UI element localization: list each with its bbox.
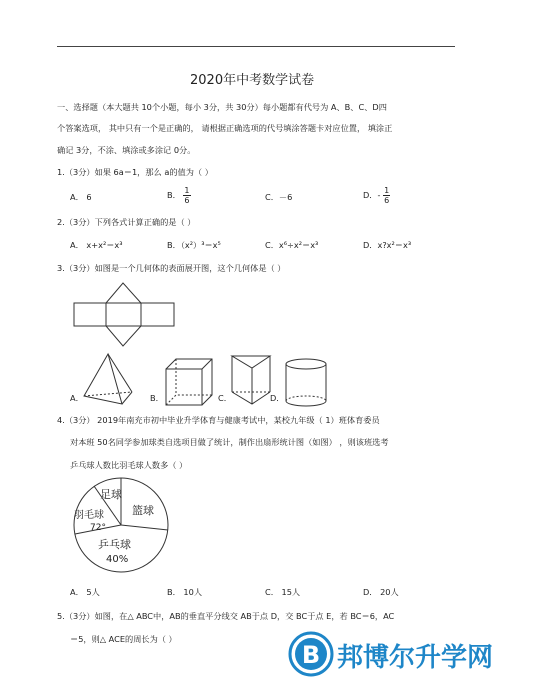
q1-b-fraction: $\frac{1}{6}$ bbox=[184, 186, 190, 205]
q4-option-c: C． 15人 bbox=[265, 587, 301, 597]
q5-line2: ＝5，则△ ACE的周长为（ ） bbox=[70, 634, 177, 644]
q1-option-b: B． $\frac{1}{6}$ bbox=[167, 186, 190, 205]
q3-option-c: C． bbox=[218, 393, 232, 403]
q3-option-a: A． bbox=[70, 393, 84, 403]
q2-stem: 2.（3分）下列各式计算正确的是（ ） bbox=[57, 217, 196, 227]
q1-option-d: D．- $\frac{1}{6}$ bbox=[363, 186, 390, 205]
q1-stem: 1.（3分）如果 6a＝1，那么 a的值为（ ） bbox=[57, 167, 213, 177]
watermark-logo-icon bbox=[287, 630, 335, 678]
q1-d-fraction: $\frac{1}{6}$ bbox=[384, 186, 390, 205]
pyramid-figure bbox=[82, 352, 134, 407]
cylinder-figure bbox=[284, 357, 328, 409]
q5-line1: 5.（3分）如图，在△ ABC中，AB的垂直平分线交 AB于点 D，交 BC于点 E，若 BC＝6，AC bbox=[57, 611, 395, 621]
pie-label-pingpong-pct: 40% bbox=[106, 554, 129, 565]
pie-label-badminton: 羽毛球 bbox=[74, 510, 104, 521]
q1-option-c: C．－6 bbox=[265, 192, 293, 202]
q3-option-d: D． bbox=[270, 393, 285, 403]
paper-title: 2020年中考数学试卷 bbox=[190, 73, 315, 88]
q4-line2: 对本班 50名同学参加球类自选项目做了统计，制作出扇形统计图（如图） ，则该班选考 bbox=[70, 437, 389, 447]
pie-label-badminton-angle: 72° bbox=[90, 523, 106, 533]
q2-option-b: B．（x²）³＝x⁵ bbox=[167, 240, 221, 250]
q4-line3: 乒乓球人数比羽毛球人数多（ ） bbox=[70, 460, 188, 470]
q2-option-c: C．x⁶÷x²＝x³ bbox=[265, 240, 319, 250]
prism-net-figure bbox=[72, 280, 176, 350]
svg-text:B: B bbox=[301, 641, 321, 669]
q2-option-d: D．x?x²＝x³ bbox=[363, 240, 412, 250]
section1-line3: 确记 3分，不涂、填涂或多涂记 0分。 bbox=[57, 145, 196, 155]
pie-label-pingpong: 乒乓球 bbox=[98, 538, 131, 551]
pie-label-football: 足球 bbox=[100, 488, 122, 501]
section1-line1: 一、选择题（本大题共 10个小题，每小 3分，共 30分）每小题都有代号为 A、B、C、D四 bbox=[57, 102, 387, 112]
watermark-text: 邦博尔升学网 bbox=[337, 643, 494, 673]
q3-option-b: B． bbox=[150, 393, 164, 403]
section1-line2: 个答案选项， 其中只有一个是正确的， 请根据正确选项的代号填涂答题卡对应位置， 填涂正 bbox=[57, 123, 393, 133]
q4-option-a: A． 5人 bbox=[70, 587, 100, 597]
q1-option-a: A． 6 bbox=[70, 192, 92, 202]
q3-stem: 3.（3分）如图是一个几何体的表面展开图，这个几何体是（ ） bbox=[57, 263, 286, 273]
ball-sports-pie-chart bbox=[70, 474, 172, 576]
header-rule bbox=[57, 46, 455, 47]
triangular-prism-figure bbox=[230, 354, 272, 406]
q4-line1: 4.（3分） 2019年南充市初中毕业升学体育与健康考试中，某校九年级（ 1）班体育委员 bbox=[57, 415, 380, 425]
q2-option-a: A． x+x²＝x³ bbox=[70, 240, 123, 250]
cube-figure bbox=[164, 357, 214, 407]
q4-option-d: D． 20人 bbox=[363, 587, 399, 597]
pie-divider-right bbox=[121, 525, 168, 530]
q4-option-b: B． 10人 bbox=[167, 587, 203, 597]
pie-label-basketball: 篮球 bbox=[132, 504, 154, 517]
